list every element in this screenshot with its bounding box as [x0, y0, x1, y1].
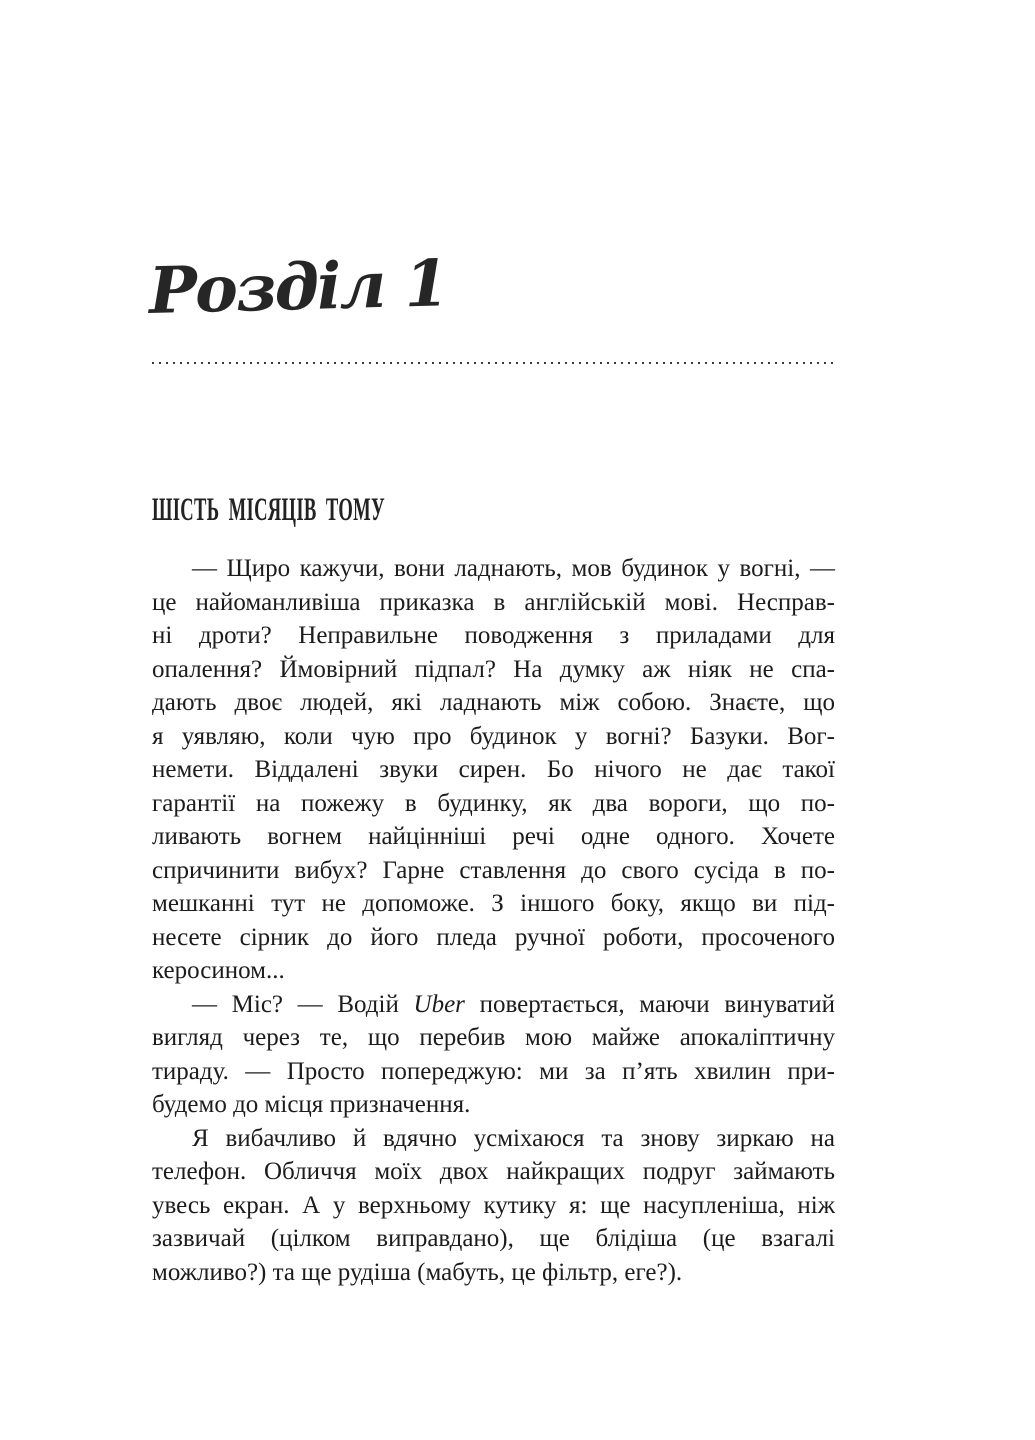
dotted-divider	[152, 362, 838, 365]
body-line: керосином...	[152, 957, 285, 984]
body-line: мешканні тут не допоможе. З іншого боку, якщо ви під-	[152, 890, 835, 917]
body-line: телефон. Обличчя моїх двох найкращих подруг займають	[152, 1158, 835, 1185]
body-line: тираду. — Просто попереджую: ми за п’ять хвилин при-	[152, 1057, 835, 1085]
body-line: можливо?) та ще рудіша (мабуть, це фільтр, еге?).	[152, 1258, 683, 1286]
body-line: — Міс? — Водій Uber повертається, маючи винуватий	[192, 990, 836, 1018]
italic-word: Uber	[413, 990, 465, 1018]
body-line: будемо до місця призначення.	[152, 1091, 471, 1118]
body-line: спричинити вибух? Гарне ставлення до свого сусіда в по-	[152, 856, 835, 884]
body-line: гарантії на пожежу в будинку, як два вороги, що по-	[152, 789, 835, 817]
body-line: увесь екран. А у верхньому кутику я: ще насупленіша, ніж	[152, 1191, 835, 1219]
body-line: дають двоє людей, які ладнають між собою. Знаєте, що	[152, 689, 835, 716]
body-line: ливають вогнем найцінніші речі одне одного. Хочете	[152, 823, 835, 850]
body-line: немети. Віддалені звуки сирен. Бо нічого не дає такої	[152, 756, 835, 783]
chapter-title: Розділ 1	[147, 246, 448, 330]
body-line: я уявляю, коли чую про будинок у вогні? Базуки. Вог-	[152, 722, 835, 750]
body-line: зазвичай (цілком виправдано), ще блідіша (це взагалі	[152, 1225, 835, 1252]
page-body-text	[152, 552, 835, 1289]
body-line: опалення? Ймовірний підпал? На думку аж ніяк не спа-	[152, 655, 835, 683]
body-line: це найоманливіша приказка в англійській мові. Несправ-	[152, 588, 835, 616]
body-line: ні дроти? Неправильне поводження з приладами для	[152, 622, 835, 649]
section-heading: ШІСТЬ МІСЯЦІВ ТОМУ	[152, 491, 385, 528]
body-line: несете сірник до його пледа ручної роботи, просоченого	[152, 923, 835, 951]
body-line: — Щиро кажучи, вони ладнають, мов будинок у вогні, —	[192, 555, 835, 582]
body-line: Я вибачливо й вдячно усміхаюся та знову зиркаю на	[192, 1124, 835, 1152]
body-line: вигляд через те, що перебив мою майже апокаліптичну	[152, 1024, 835, 1051]
